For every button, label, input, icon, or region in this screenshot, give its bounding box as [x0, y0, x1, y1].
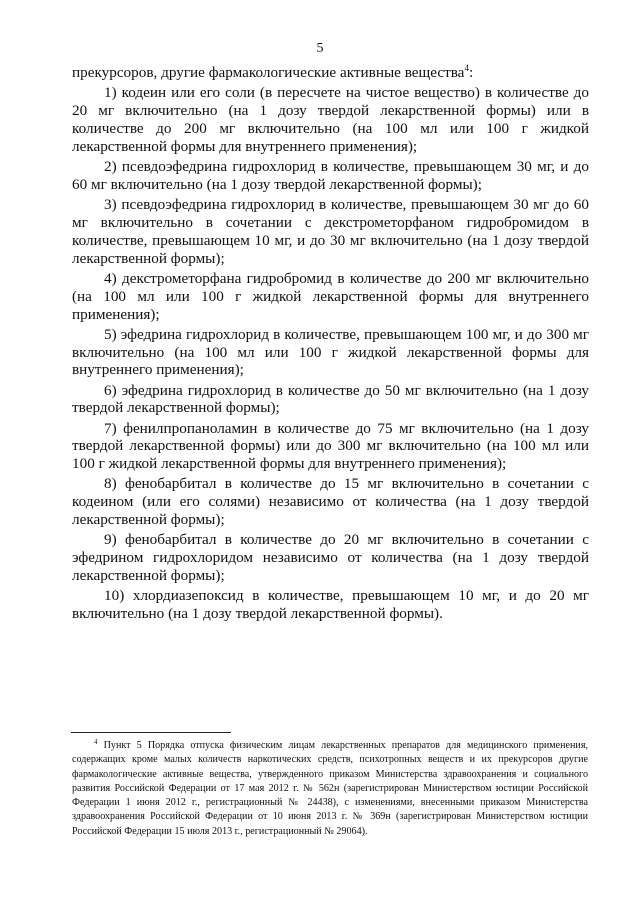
- list-item: 10) хлордиазепоксид в количестве, превышающем 10 мг, и до 20 мг включительно (на 1 дозу твердой лекарственной формы).: [72, 587, 589, 623]
- list-item: 5) эфедрина гидрохлорид в количестве, превышающем 100 мг, и до 300 мг включительно (на 100 мл или 100 г жидкой лекарственной формы для внутреннего применения);: [72, 325, 589, 379]
- intro-paragraph: [72, 64, 589, 82]
- list-item: 1) кодеин или его соли (в пересчете на чистое вещество) в количестве до 20 мг включительно (на 1 дозу твердой лекарственной формы) или в количестве до 200 мг включительно (на 100 мл или 100 г жидкой лекарственной формы для внутреннего применения);: [72, 84, 589, 155]
- list-item: 4) декстрометорфана гидробромид в количестве до 200 мг включительно (на 100 мл или 100 г жидкой лекарственной формы для внутреннего применения);: [72, 269, 589, 323]
- list-item: 6) эфедрина гидрохлорид в количестве до 50 мг включительно (на 1 дозу твердой лекарственной формы);: [72, 381, 589, 417]
- list-item: 3) псевдоэфедрина гидрохлорид в количестве, превышающем 30 мг до 60 мг включительно в сочетании с декстрометорфаном гидробромидом в количестве, превышающем 10 мг, и до 30 мг включительно (на 1 дозу твердой лекарственной формы);: [72, 195, 589, 267]
- footnote-paragraph: [72, 739, 588, 839]
- list-item: 9) фенобарбитал в количестве до 20 мг включительно в сочетании с эфедрином гидрохлоридом независимо от количества (на 1 дозу твердой лекарственной формы);: [72, 531, 589, 585]
- list-item: 2) псевдоэфедрина гидрохлорид в количестве, превышающем 30 мг, и до 60 мг включительно (на 1 дозу твердой лекарственной формы);: [72, 157, 589, 193]
- list-item: 8) фенобарбитал в количестве до 15 мг включительно в сочетании с кодеином (или его солями) независимо от количества (на 1 дозу твердой лекарственной формы);: [72, 475, 589, 529]
- list-item: 7) фенилпропаноламин в количестве до 75 мг включительно (на 1 дозу твердой лекарственной формы) или до 300 мг включительно (на 100 мл или 100 г жидкой лекарственной формы для внутреннего применения);: [72, 419, 589, 473]
- footnote-divider: [71, 732, 231, 733]
- intro-text: прекурсоров, другие фармакологические активные вещества: [72, 64, 465, 81]
- footnote-text: Пункт 5 Порядка отпуска физическим лицам лекарственных препаратов для медицинского применения, содержащих кроме малых количеств наркотических средств, психотропных веществ и их прекурсоров другие фармакологические активные вещества, утвержденного приказом Министерства здравоохранения и социального развития Российской Федерации от 17 мая 2012 г. № 562н (зарегистрирован Министерством юстиции Российской Федерации 1 июня 2012 г., регистрационный № 24438), с изменениями, внесенными приказом Министерства здравоохранения Российской Федерации от 10 июня 2013 г. № 369н (зарегистрирован Министерством юстиции Российской Федерации 15 июля 2013 г., регистрационный № 29064).: [72, 740, 588, 837]
- body-text: [72, 64, 589, 625]
- footnote-reference[interactable]: 4: [464, 63, 469, 73]
- footnote-mark: 4: [94, 738, 98, 746]
- page-number: 5: [316, 41, 324, 56]
- intro-colon: :: [468, 64, 474, 81]
- footnote: [72, 739, 588, 839]
